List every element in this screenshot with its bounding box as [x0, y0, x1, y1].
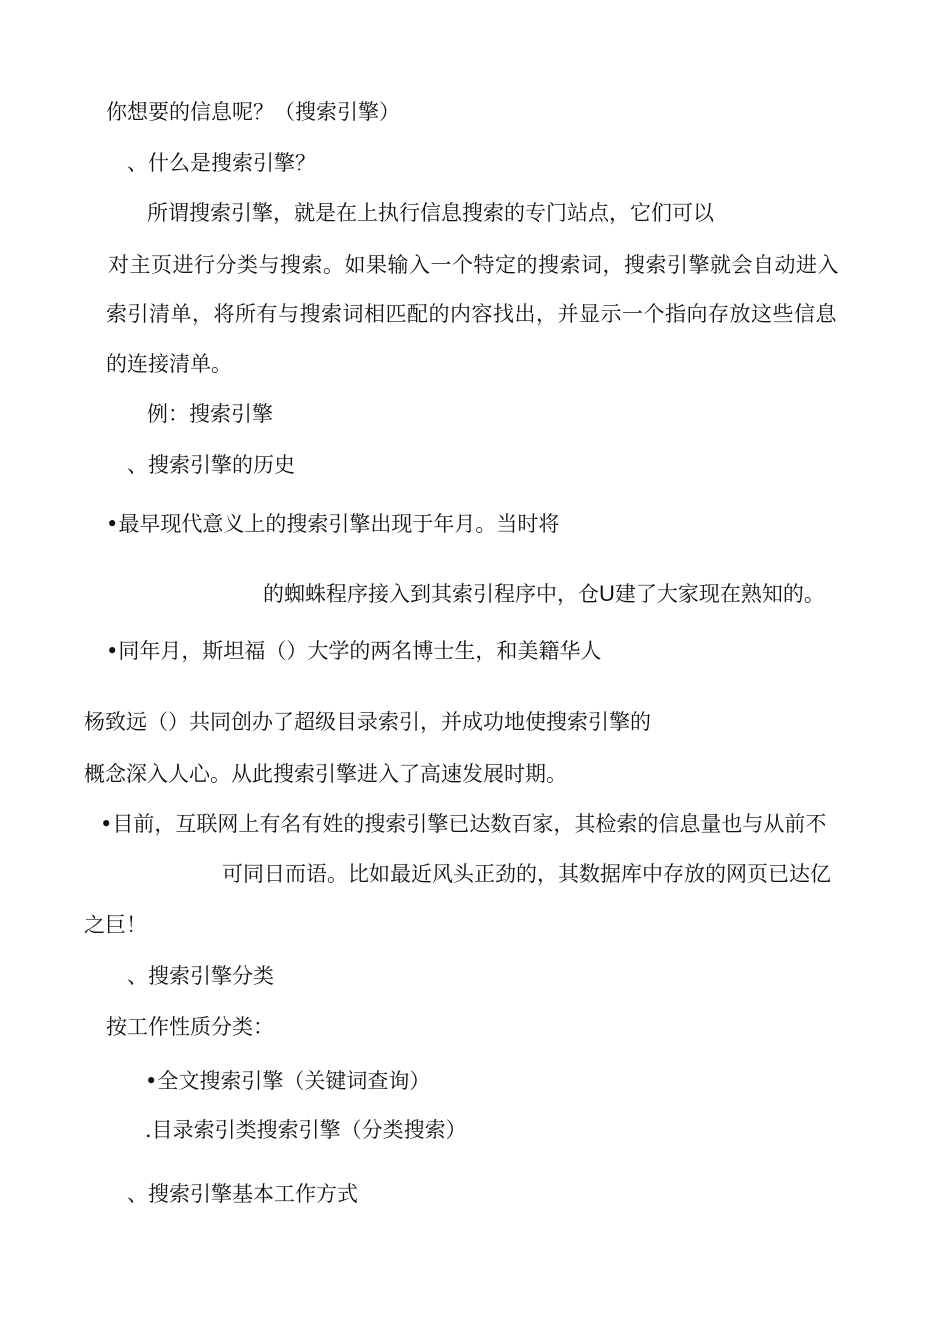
history-cont-part-a: 的蜘蛛程序接入到其索引程序中，仓 [263, 582, 599, 606]
history-bullet-2: •同年月，斯坦福（）大学的两名博士生，和美籍华人 [106, 639, 602, 663]
section-heading-classification: 、搜索引擎分类 [127, 964, 274, 988]
classification-item-directory: .目录索引类搜索引擎（分类搜索） [145, 1118, 467, 1142]
classification-intro: 按工作性质分类： [106, 1015, 274, 1039]
paragraph-line-1: 所谓搜索引擎，就是在上执行信息搜索的专门站点，它们可以 [147, 201, 714, 225]
text-line-1: 你想要的信息呢？（搜索引擎） [106, 100, 400, 124]
history-bullet-2-cont-1: 杨致远（）共同创办了超级目录索引，并成功地使搜索引擎的 [84, 710, 651, 734]
paragraph-line-4: 的连接清单。 [106, 352, 232, 376]
history-bullet-3-cont-1: 可同日而语。比如最近风头正劲的，其数据库中存放的网页已达亿 [222, 862, 831, 886]
paragraph-line-2: 对主页进行分类与搜索。如果输入一个特定的搜索词，搜索引擎就会自动进入 [108, 253, 839, 277]
example-line: 例：搜索引擎 [147, 402, 273, 426]
history-cont-letter: U [599, 581, 615, 606]
history-bullet-3: •目前，互联网上有名有姓的搜索引擎已达数百家，其检索的信息量也与从前不 [100, 812, 827, 836]
section-heading-what-is: 、什么是搜索引擎？ [127, 151, 316, 175]
history-cont-part-b: 建了大家现在熟知的。 [614, 582, 825, 606]
history-bullet-2-cont-2: 概念深入人心。从此搜索引擎进入了高速发展时期。 [84, 762, 567, 786]
history-bullet-1: •最早现代意义上的搜索引擎出现于年月。当时将 [106, 512, 560, 536]
history-bullet-3-cont-2: 之巨！ [84, 913, 147, 937]
section-heading-working-method: 、搜索引擎基本工作方式 [127, 1182, 358, 1206]
paragraph-line-3: 索引清单，将所有与搜索词相匹配的内容找出，并显示一个指向存放这些信息 [106, 302, 837, 326]
section-heading-history: 、搜索引擎的历史 [127, 453, 295, 477]
history-bullet-1-cont [263, 580, 825, 608]
classification-item-fulltext: •全文搜索引擎（关键词查询） [145, 1069, 431, 1093]
